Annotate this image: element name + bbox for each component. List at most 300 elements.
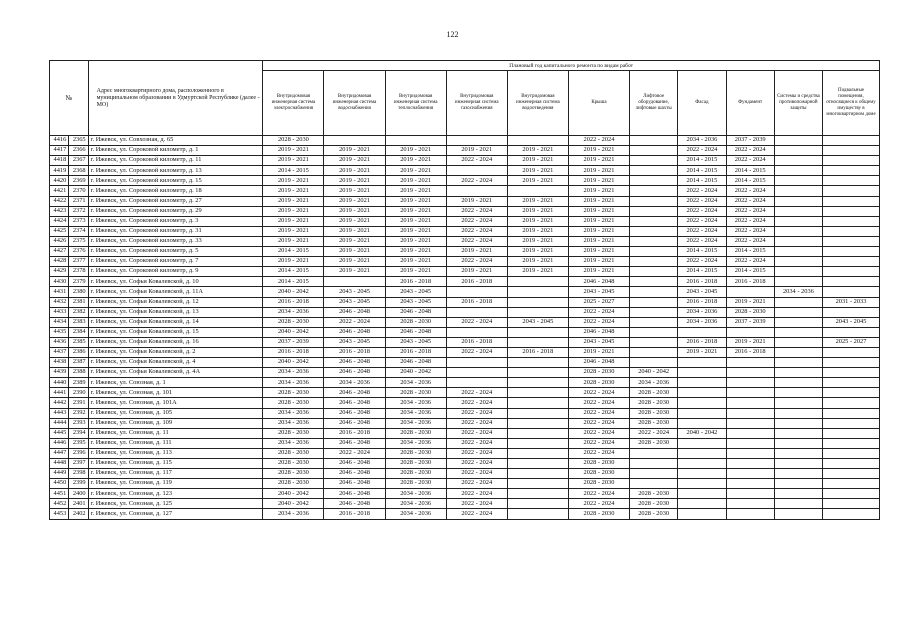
row-index: 2383 [69,317,88,327]
row-year-cell: 2028 - 2030 [385,469,446,479]
row-year-cell: 2019 - 2021 [385,257,446,267]
table-row [50,448,880,458]
row-year-cell [507,388,568,398]
row-year-cell [630,257,678,267]
row-year-cell: 2046 - 2048 [324,398,385,408]
row-year-cell: 2034 - 2036 [263,307,324,317]
row-year-cell [507,499,568,509]
row-year-cell: 2019 - 2021 [446,267,507,277]
row-index: 2373 [69,216,88,226]
row-year-cell: 2028 - 2030 [630,438,678,448]
row-year-cell: 2022 - 2024 [446,499,507,509]
row-number: 4417 [50,146,69,156]
row-year-cell: 2016 - 2018 [726,277,774,287]
row-year-cell [385,136,446,146]
row-year-cell: 2019 - 2021 [385,156,446,166]
row-address: г. Ижевск, ул. Сороковой километр, д. 33 [88,236,263,246]
row-year-cell: 2028 - 2030 [630,398,678,408]
row-year-cell: 2019 - 2021 [507,257,568,267]
row-year-cell [507,136,568,146]
row-year-cell: 2019 - 2021 [385,186,446,196]
row-year-cell [507,378,568,388]
row-year-cell: 2019 - 2021 [507,226,568,236]
row-year-cell: 2019 - 2021 [568,176,629,186]
row-year-cell: 2014 - 2015 [678,156,726,166]
row-year-cell [678,459,726,469]
row-address: г. Ижевск, ул. Софьи Ковалевской, д. 15 [88,327,263,337]
row-year-cell: 2043 - 2045 [324,337,385,347]
row-year-cell [726,438,774,448]
row-year-cell: 2019 - 2021 [568,206,629,216]
row-year-cell [678,408,726,418]
table-row [50,337,880,347]
row-year-cell [774,236,822,246]
row-year-cell [774,327,822,337]
row-year-cell: 2043 - 2045 [385,287,446,297]
row-number: 4422 [50,196,69,206]
row-address: г. Ижевск, ул. Сороковой километр, д. 3 [88,216,263,226]
row-index: 2400 [69,489,88,499]
row-year-cell [774,307,822,317]
row-year-cell [507,398,568,408]
row-address: г. Ижевск, ул. Союзная, д. 111 [88,438,263,448]
row-year-cell: 2019 - 2021 [446,146,507,156]
row-year-cell: 2016 - 2018 [324,428,385,438]
row-year-cell [774,428,822,438]
row-year-cell [507,186,568,196]
row-year-cell [823,327,880,337]
row-year-cell: 2022 - 2024 [446,216,507,226]
row-year-cell [774,216,822,226]
row-year-cell: 2022 - 2024 [726,236,774,246]
row-year-cell [630,448,678,458]
row-year-cell: 2019 - 2021 [568,146,629,156]
row-address: г. Ижевск, ул. Союзная, д. 101А [88,398,263,408]
row-year-cell: 2046 - 2048 [324,438,385,448]
row-year-cell [823,166,880,176]
row-year-cell: 2046 - 2048 [324,408,385,418]
row-index: 2388 [69,368,88,378]
row-year-cell: 2022 - 2024 [678,206,726,216]
row-year-cell [678,448,726,458]
table-row [50,358,880,368]
row-year-cell: 2022 - 2024 [568,418,629,428]
row-year-cell: 2019 - 2021 [568,267,629,277]
row-year-cell: 2019 - 2021 [446,196,507,206]
row-year-cell: 2019 - 2021 [678,347,726,357]
row-year-cell: 2022 - 2024 [446,257,507,267]
row-year-cell: 2019 - 2021 [324,176,385,186]
row-year-cell: 2019 - 2021 [263,206,324,216]
row-year-cell: 2022 - 2024 [324,317,385,327]
row-index: 2387 [69,358,88,368]
row-year-cell [823,408,880,418]
row-year-cell [774,368,822,378]
table-row [50,136,880,146]
row-year-cell: 2019 - 2021 [263,236,324,246]
row-year-cell: 2019 - 2021 [263,186,324,196]
row-year-cell: 2022 - 2024 [446,509,507,519]
header-col-sewer: Внутридомовая инженерная система водоотведения [507,71,568,136]
row-year-cell [726,459,774,469]
table-row [50,327,880,337]
row-year-cell [823,418,880,428]
row-index: 2368 [69,166,88,176]
row-year-cell [774,489,822,499]
row-year-cell: 2028 - 2030 [263,136,324,146]
row-address: г. Ижевск, ул. Союзная, д. 115 [88,459,263,469]
row-year-cell: 2019 - 2021 [324,267,385,277]
row-number: 4441 [50,388,69,398]
row-year-cell [823,398,880,408]
row-year-cell: 2034 - 2036 [385,438,446,448]
row-year-cell [774,408,822,418]
row-year-cell: 2014 - 2015 [263,277,324,287]
row-year-cell: 2014 - 2015 [726,247,774,257]
row-year-cell: 2034 - 2036 [263,378,324,388]
row-year-cell: 2043 - 2045 [568,337,629,347]
row-year-cell: 2028 - 2030 [568,469,629,479]
row-year-cell [823,307,880,317]
row-year-cell [823,176,880,186]
row-year-cell: 2034 - 2036 [263,418,324,428]
row-year-cell: 2034 - 2036 [385,398,446,408]
row-year-cell: 2019 - 2021 [568,257,629,267]
row-year-cell [678,368,726,378]
row-year-cell: 2022 - 2024 [568,489,629,499]
row-year-cell: 2043 - 2045 [324,287,385,297]
row-index: 2395 [69,438,88,448]
table-row [50,216,880,226]
row-year-cell [823,206,880,216]
row-year-cell: 2019 - 2021 [324,156,385,166]
row-number: 4420 [50,176,69,186]
row-year-cell: 2019 - 2021 [263,156,324,166]
row-year-cell [774,479,822,489]
row-address: г. Ижевск, ул. Сороковой километр, д. 5 [88,247,263,257]
table-row [50,166,880,176]
row-year-cell [630,317,678,327]
table-row [50,499,880,509]
row-address: г. Ижевск, ул. Софьи Ковалевской, д. 16 [88,337,263,347]
table-row [50,509,880,519]
row-year-cell [774,136,822,146]
header-col-gas: Внутридомовая инженерная система газоснабжения [446,71,507,136]
row-year-cell [630,226,678,236]
row-year-cell [774,247,822,257]
row-index: 2394 [69,428,88,438]
row-year-cell: 2046 - 2048 [324,459,385,469]
row-year-cell [507,479,568,489]
row-year-cell: 2019 - 2021 [324,146,385,156]
row-year-cell [630,337,678,347]
row-number: 4453 [50,509,69,519]
row-index: 2386 [69,347,88,357]
row-year-cell: 2019 - 2021 [324,257,385,267]
row-number: 4428 [50,257,69,267]
row-year-cell: 2022 - 2024 [446,398,507,408]
row-year-cell [630,216,678,226]
row-address: г. Ижевск, ул. Сороковой километр, д. 7 [88,257,263,267]
row-year-cell [507,327,568,337]
row-year-cell [823,428,880,438]
row-number: 4443 [50,408,69,418]
row-year-cell: 2046 - 2048 [385,307,446,317]
row-year-cell [823,378,880,388]
row-year-cell [774,317,822,327]
row-year-cell: 2022 - 2024 [446,388,507,398]
row-year-cell [446,378,507,388]
row-year-cell: 2014 - 2015 [726,267,774,277]
row-year-cell: 2046 - 2048 [324,418,385,428]
table-row [50,277,880,287]
row-year-cell [774,438,822,448]
row-year-cell [823,156,880,166]
row-year-cell: 2014 - 2015 [678,176,726,186]
row-year-cell: 2019 - 2021 [385,176,446,186]
row-address: г. Ижевск, ул. Сороковой километр, д. 31 [88,226,263,236]
row-year-cell [507,509,568,519]
row-year-cell [678,489,726,499]
row-year-cell: 2022 - 2024 [446,408,507,418]
row-year-cell [678,378,726,388]
row-year-cell: 2019 - 2021 [385,236,446,246]
row-address: г. Ижевск, ул. Сороковой километр, д. 15 [88,176,263,186]
row-index: 2380 [69,287,88,297]
row-index: 2379 [69,277,88,287]
row-year-cell [823,489,880,499]
row-year-cell: 2028 - 2030 [263,469,324,479]
row-year-cell [774,146,822,156]
row-year-cell: 2034 - 2036 [678,136,726,146]
row-year-cell: 2043 - 2045 [324,297,385,307]
row-year-cell: 2028 - 2030 [630,388,678,398]
row-year-cell: 2022 - 2024 [446,347,507,357]
row-year-cell: 2014 - 2015 [678,267,726,277]
row-year-cell: 2046 - 2048 [568,277,629,287]
table-row [50,236,880,246]
row-year-cell: 2019 - 2021 [568,347,629,357]
row-address: г. Ижевск, ул. Сороковой километр, д. 13 [88,166,263,176]
header-col-heat: Внутридомовая инженерная система теплоснабжения [385,71,446,136]
row-year-cell: 2016 - 2018 [446,277,507,287]
row-year-cell [630,166,678,176]
row-year-cell [678,479,726,489]
header-col-water: Внутридомовая инженерная система водоснабжения [324,71,385,136]
row-year-cell: 2046 - 2048 [324,307,385,317]
row-year-cell: 2019 - 2021 [263,216,324,226]
row-year-cell: 2019 - 2021 [446,247,507,257]
row-year-cell: 2022 - 2024 [568,136,629,146]
row-year-cell: 2022 - 2024 [726,206,774,216]
row-year-cell [630,176,678,186]
row-year-cell: 2028 - 2030 [263,448,324,458]
row-year-cell [774,388,822,398]
row-year-cell [630,267,678,277]
row-year-cell [823,358,880,368]
row-year-cell: 2022 - 2024 [568,408,629,418]
row-index: 2375 [69,236,88,246]
row-number: 4427 [50,247,69,257]
row-index: 2371 [69,196,88,206]
table-row [50,398,880,408]
row-year-cell: 2019 - 2021 [385,206,446,216]
row-year-cell: 2028 - 2030 [630,489,678,499]
row-year-cell: 2022 - 2024 [446,156,507,166]
row-address: г. Ижевск, ул. Союзная, д. 125 [88,499,263,509]
row-year-cell: 2022 - 2024 [324,448,385,458]
row-year-cell: 2019 - 2021 [263,196,324,206]
row-year-cell: 2022 - 2024 [678,236,726,246]
row-index: 2390 [69,388,88,398]
row-year-cell: 2034 - 2036 [263,438,324,448]
row-year-cell [726,327,774,337]
row-year-cell: 2046 - 2048 [324,479,385,489]
table-row [50,287,880,297]
row-address: г. Ижевск, ул. Сороковой километр, д. 18 [88,186,263,196]
row-year-cell: 2014 - 2015 [678,247,726,257]
row-address: г. Ижевск, ул. Сороковой километр, д. 9 [88,267,263,277]
table-row [50,186,880,196]
row-number: 4439 [50,368,69,378]
row-number: 4423 [50,206,69,216]
row-year-cell [823,368,880,378]
row-address: г. Ижевск, ул. Союзная, д. 105 [88,408,263,418]
row-year-cell: 2040 - 2042 [678,428,726,438]
row-year-cell [630,358,678,368]
row-year-cell [774,186,822,196]
row-year-cell: 2019 - 2021 [507,236,568,246]
header-col-elevator: Лифтовое оборудование, лифтовые шахты [630,71,678,136]
row-address: г. Ижевск, ул. Союзная, д. 119 [88,479,263,489]
row-year-cell: 2046 - 2048 [385,327,446,337]
row-year-cell [446,368,507,378]
row-year-cell: 2016 - 2018 [385,277,446,287]
row-year-cell [678,438,726,448]
row-year-cell [726,509,774,519]
header-col-fire: Системы и средства противопожарной защиты [774,71,822,136]
table-row [50,418,880,428]
row-year-cell: 2028 - 2030 [263,428,324,438]
row-index: 2381 [69,297,88,307]
row-year-cell [823,186,880,196]
row-number: 4449 [50,469,69,479]
row-year-cell [630,297,678,307]
row-number: 4431 [50,287,69,297]
row-year-cell [823,469,880,479]
row-address: г. Ижевск, ул. Сороковой километр, д. 11 [88,156,263,166]
row-year-cell [726,428,774,438]
row-year-cell [507,368,568,378]
row-year-cell: 2022 - 2024 [446,448,507,458]
row-year-cell: 2028 - 2030 [630,499,678,509]
row-year-cell: 2046 - 2048 [324,499,385,509]
row-index: 2382 [69,307,88,317]
row-year-cell [774,226,822,236]
row-year-cell: 2019 - 2021 [324,247,385,257]
row-year-cell [823,277,880,287]
row-year-cell: 2016 - 2018 [678,337,726,347]
row-year-cell: 2022 - 2024 [678,257,726,267]
table-row [50,156,880,166]
row-year-cell: 2022 - 2024 [568,428,629,438]
row-year-cell: 2019 - 2021 [385,247,446,257]
row-year-cell [726,479,774,489]
row-year-cell [678,388,726,398]
row-year-cell: 2022 - 2024 [568,388,629,398]
row-number: 4425 [50,226,69,236]
row-year-cell [823,509,880,519]
row-year-cell: 2014 - 2015 [263,267,324,277]
row-index: 2366 [69,146,88,156]
row-index: 2391 [69,398,88,408]
row-year-cell: 2022 - 2024 [446,428,507,438]
row-year-cell: 2046 - 2048 [568,327,629,337]
row-year-cell [823,267,880,277]
row-year-cell: 2016 - 2018 [263,347,324,357]
row-address: г. Ижевск, ул. Софьи Ковалевской, д. 12 [88,297,263,307]
header-col-facade: Фасад [678,71,726,136]
row-year-cell [507,459,568,469]
row-address: г. Ижевск, ул. Софьи Ковалевской, д. 2 [88,347,263,357]
row-year-cell: 2019 - 2021 [324,186,385,196]
row-year-cell: 2016 - 2018 [385,347,446,357]
row-year-cell [823,136,880,146]
table-row [50,428,880,438]
row-year-cell: 2016 - 2018 [446,297,507,307]
row-year-cell: 2028 - 2030 [263,388,324,398]
row-year-cell: 2043 - 2045 [385,337,446,347]
row-year-cell: 2019 - 2021 [385,166,446,176]
row-number: 4436 [50,337,69,347]
row-year-cell [774,277,822,287]
row-year-cell: 2034 - 2036 [385,418,446,428]
row-year-cell: 2028 - 2030 [568,459,629,469]
table-row [50,459,880,469]
table-row [50,307,880,317]
row-year-cell: 2019 - 2021 [568,236,629,246]
row-year-cell [774,378,822,388]
row-index: 2374 [69,226,88,236]
row-number: 4434 [50,317,69,327]
row-year-cell [726,358,774,368]
row-number: 4426 [50,236,69,246]
row-index: 2377 [69,257,88,267]
row-year-cell [446,186,507,196]
row-year-cell [774,206,822,216]
table-row [50,368,880,378]
row-year-cell: 2022 - 2024 [568,398,629,408]
row-year-cell: 2022 - 2024 [568,448,629,458]
row-number: 4446 [50,438,69,448]
row-year-cell [507,277,568,287]
row-year-cell [507,448,568,458]
row-year-cell: 2034 - 2036 [678,307,726,317]
row-year-cell [630,307,678,317]
row-index: 2401 [69,499,88,509]
row-year-cell: 2019 - 2021 [324,206,385,216]
row-year-cell: 2040 - 2042 [385,368,446,378]
row-year-cell: 2022 - 2024 [446,176,507,186]
row-address: г. Ижевск, ул. Союзная, д. 109 [88,418,263,428]
row-year-cell [774,459,822,469]
header-group: Плановый год капитального ремонта по видам работ [263,61,880,71]
row-year-cell [774,509,822,519]
row-address: г. Ижевск, ул. Сороковой километр, д. 29 [88,206,263,216]
row-year-cell: 2019 - 2021 [324,196,385,206]
row-year-cell: 2022 - 2024 [726,196,774,206]
table-row [50,226,880,236]
